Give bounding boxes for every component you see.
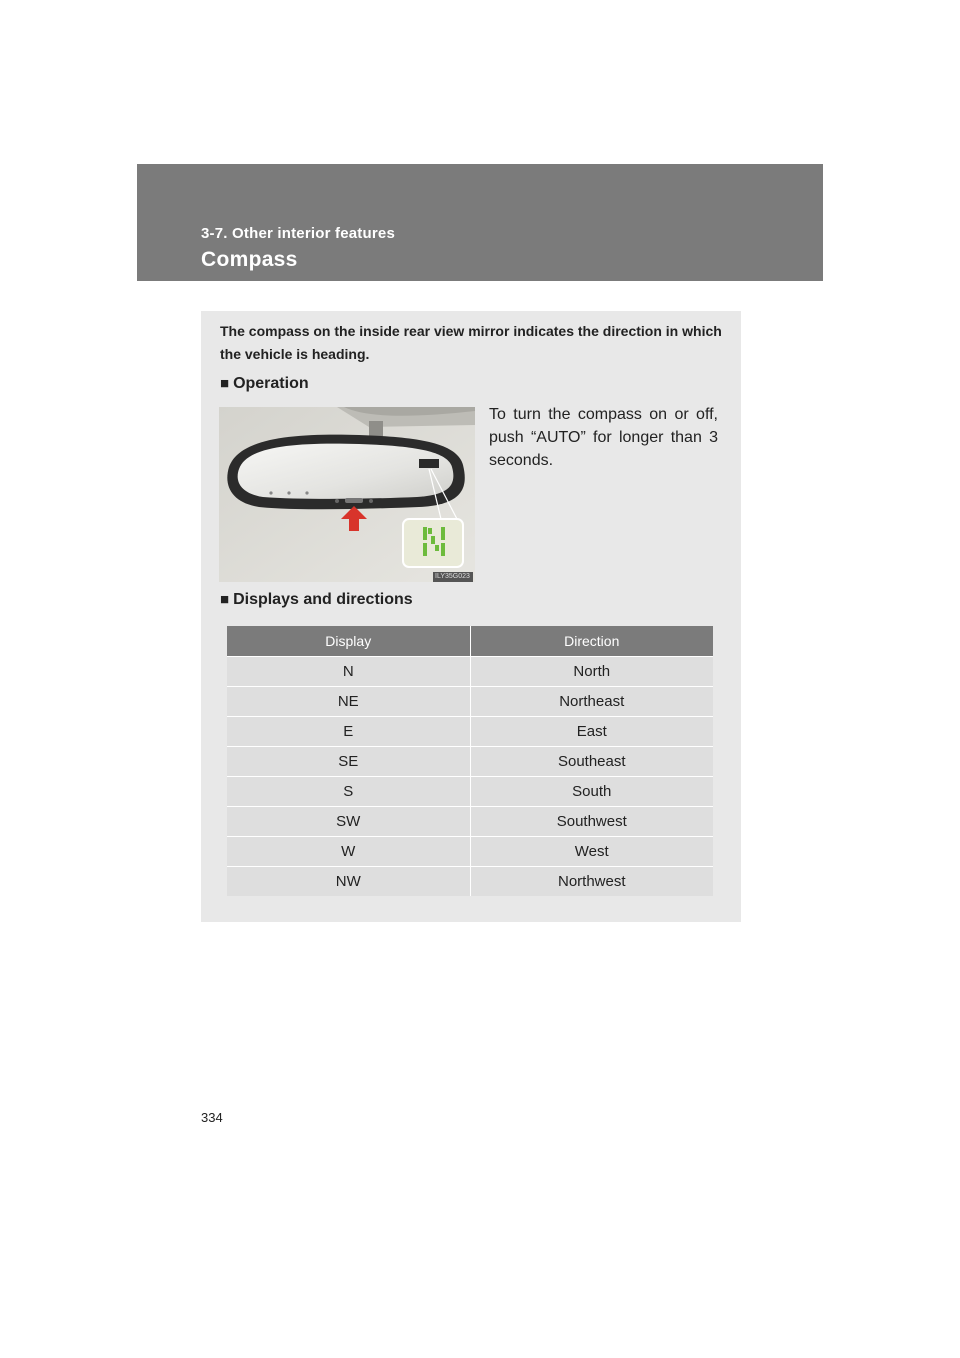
display-cell: NE [227, 687, 470, 717]
column-header-direction: Direction [470, 626, 713, 657]
operation-heading-label: Operation [233, 375, 309, 392]
mirror-illustration [219, 407, 475, 582]
page-title: Compass [201, 248, 298, 271]
table-row [227, 777, 713, 807]
direction-cell: West [470, 837, 713, 867]
image-code: ILY35G023 [435, 573, 470, 580]
header-band [137, 164, 823, 281]
direction-cell: North [470, 657, 713, 687]
display-cell: W [227, 837, 470, 867]
page-number: 334 [201, 1110, 223, 1125]
displays-heading-label: Displays and directions [233, 591, 413, 608]
direction-cell: East [470, 717, 713, 747]
display-cell: N [227, 657, 470, 687]
directions-table [227, 626, 713, 896]
content-panel [201, 311, 741, 922]
square-bullet-icon: ■ [220, 375, 230, 392]
table-row [227, 837, 713, 867]
display-cell: S [227, 777, 470, 807]
operation-heading [220, 375, 309, 393]
direction-cell: Southwest [470, 807, 713, 837]
table-row [227, 807, 713, 837]
table-row [227, 747, 713, 777]
direction-cell: Southeast [470, 747, 713, 777]
operation-text: To turn the compass on or off, push “AUTO” for longer than 3 seconds. [489, 406, 718, 469]
direction-cell: South [470, 777, 713, 807]
direction-cell: Northeast [470, 687, 713, 717]
display-cell: SE [227, 747, 470, 777]
displays-heading [220, 591, 413, 609]
display-cell: SW [227, 807, 470, 837]
table-row [227, 867, 713, 897]
table-row [227, 717, 713, 747]
section-label: 3-7. Other interior features [201, 225, 395, 242]
intro-text: The compass on the inside rear view mirror indicates the direction in which the vehicle is heading. [220, 323, 722, 362]
direction-cell: Northwest [470, 867, 713, 897]
display-cell: NW [227, 867, 470, 897]
square-bullet-icon: ■ [220, 591, 230, 608]
column-header-display: Display [227, 626, 470, 657]
display-cell: E [227, 717, 470, 747]
table-row [227, 687, 713, 717]
table-row [227, 657, 713, 687]
